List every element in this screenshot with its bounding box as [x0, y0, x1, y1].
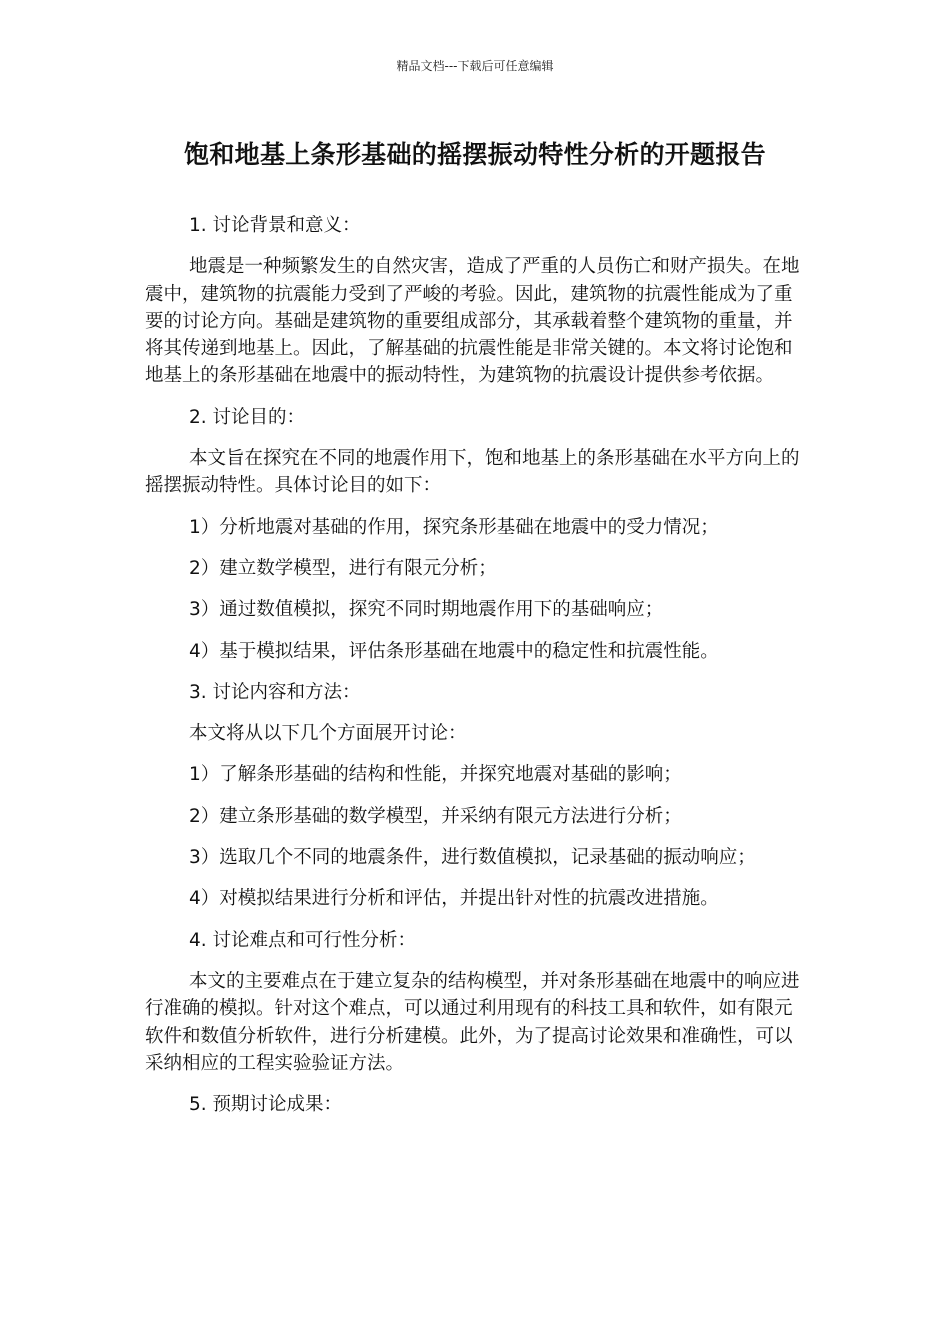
- section-3-item-4: 4）对模拟结果进行分析和评估，并提出针对性的抗震改进措施。: [189, 888, 719, 910]
- section-2-item-1: 1）分析地震对基础的作用，探究条形基础在地震中的受力情况；: [189, 516, 719, 538]
- section-2-item-2: 2）建立数学模型，进行有限元分析；: [189, 557, 497, 579]
- section-3-item-2: 2）建立条形基础的数学模型，并采纳有限元方法进行分析；: [189, 805, 682, 827]
- section-1-paragraph: 地震是一种频繁发生的自然灾害，造成了严重的人员伤亡和财产损失。在地震中，建筑物的抗震能力受到了严峻的考验。因此，建筑物的抗震性能成为了重要的讨论方向。基础是建筑物的重要组成部分，其承载着整个建筑物的重量，并将其传递到地基上。因此，了解基础的抗震性能是非常关键的。本文将讨论饱和地基上的条形基础在地震中的振动特性，为建筑物的抗震设计提供参考依据。: [145, 256, 800, 387]
- section-2-heading: 2. 讨论目的：: [189, 406, 306, 428]
- section-2-item-3: 3）通过数值模拟，探究不同时期地震作用下的基础响应；: [189, 599, 664, 621]
- section-4-paragraph: 本文的主要难点在于建立复杂的结构模型，并对条形基础在地震中的响应进行准确的模拟。针对这个难点，可以通过利用现有的科技工具和软件，如有限元软件和数值分析软件，进行分析建模。此外，为了提高讨论效果和准确性，可以采纳相应的工程实验验证方法。: [145, 970, 800, 1074]
- section-2-paragraph: 本文旨在探究在不同的地震作用下，饱和地基上的条形基础在水平方向上的摇摆振动特性。具体讨论目的如下：: [145, 448, 800, 497]
- header-note: 精品文档---下载后可任意编辑: [396, 59, 554, 73]
- section-2-item-4: 4）基于模拟结果，评估条形基础在地震中的稳定性和抗震性能。: [189, 640, 719, 662]
- section-5-heading: 5. 预期讨论成果：: [189, 1094, 343, 1116]
- section-1-heading: 1. 讨论背景和意义：: [189, 215, 361, 236]
- section-4-heading: 4. 讨论难点和可行性分析：: [189, 929, 417, 951]
- document-title: 饱和地基上条形基础的摇摆振动特性分析的开题报告: [184, 140, 766, 169]
- section-3-item-3: 3）选取几个不同的地震条件，进行数值模拟，记录基础的振动响应；: [189, 847, 756, 869]
- document-body: [145, 212, 810, 1132]
- section-3-intro: 本文将从以下几个方面展开讨论：: [189, 723, 467, 745]
- section-3-heading: 3. 讨论内容和方法：: [189, 681, 361, 703]
- section-3-item-1: 1）了解条形基础的结构和性能，并探究地震对基础的影响；: [189, 764, 682, 786]
